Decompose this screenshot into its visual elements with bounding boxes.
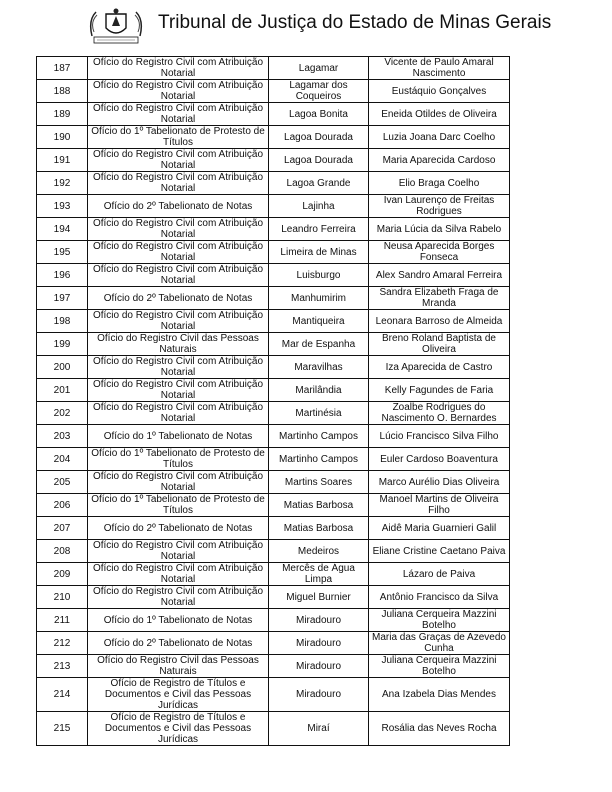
row-number-cell: 210 [37,586,88,609]
office-type-cell: Ofício do Registro Civil com Atribuição Notarial [88,356,269,379]
holder-name-cell: Leonara Barroso de Almeida [369,310,510,333]
office-type-cell: Ofício do 1º Tabelionato de Notas [88,425,269,448]
table-row [37,563,510,586]
holder-name-cell: Juliana Cerqueira Mazzini Botelho [369,609,510,632]
municipality-cell: Marilândia [269,379,369,402]
row-number-cell: 187 [37,57,88,80]
holder-name-cell: Neusa Aparecida Borges Fonseca [369,241,510,264]
holder-name-cell: Lázaro de Paiva [369,563,510,586]
office-type-cell: Ofício do Registro Civil com Atribuição Notarial [88,241,269,264]
municipality-cell: Maravilhas [269,356,369,379]
table-row [37,287,510,310]
table-row [37,172,510,195]
municipality-cell: Mercês de Água Limpa [269,563,369,586]
table-row [37,494,510,517]
holder-name-cell: Sandra Elizabeth Fraga de Mranda [369,287,510,310]
municipality-cell: Matias Barbosa [269,494,369,517]
office-type-cell: Ofício do Registro Civil com Atribuição Notarial [88,172,269,195]
municipality-cell: Martinésia [269,402,369,425]
office-type-cell: Ofício de Registro de Títulos e Documentos e Civil das Pessoas Jurídicas [88,712,269,746]
office-type-cell: Ofício do Registro Civil com Atribuição Notarial [88,586,269,609]
table-row [37,333,510,356]
row-number-cell: 213 [37,655,88,678]
row-number-cell: 203 [37,425,88,448]
office-type-cell: Ofício do 1º Tabelionato de Protesto de Títulos [88,494,269,517]
row-number-cell: 208 [37,540,88,563]
table-row [37,586,510,609]
office-type-cell: Ofício do 2º Tabelionato de Notas [88,517,269,540]
holder-name-cell: Aidê Maria Guarnieri Galil [369,517,510,540]
row-number-cell: 206 [37,494,88,517]
holder-name-cell: Rosália das Neves Rocha [369,712,510,746]
municipality-cell: Matias Barbosa [269,517,369,540]
row-number-cell: 196 [37,264,88,287]
holder-name-cell: Zoalbe Rodrigues do Nascimento O. Bernardes [369,402,510,425]
municipality-cell: Medeiros [269,540,369,563]
municipality-cell: Miguel Burnier [269,586,369,609]
office-type-cell: Ofício do Registro Civil com Atribuição Notarial [88,540,269,563]
municipality-cell: Limeira de Minas [269,241,369,264]
municipality-cell: Lagamar dos Coqueiros [269,80,369,103]
table-row [37,356,510,379]
table-row [37,540,510,563]
row-number-cell: 209 [37,563,88,586]
cartorios-table [36,56,510,746]
table-row [37,80,510,103]
municipality-cell: Miraí [269,712,369,746]
office-type-cell: Ofício do Registro Civil com Atribuição Notarial [88,80,269,103]
municipality-cell: Lagamar [269,57,369,80]
municipality-cell: Lagoa Grande [269,172,369,195]
office-type-cell: Ofício do Registro Civil com Atribuição Notarial [88,379,269,402]
holder-name-cell: Juliana Cerqueira Mazzini Botelho [369,655,510,678]
coat-of-arms-seal [86,6,146,46]
office-type-cell: Ofício do Registro Civil com Atribuição Notarial [88,103,269,126]
municipality-cell: Mantiqueira [269,310,369,333]
municipality-cell: Miradouro [269,632,369,655]
municipality-cell: Leandro Ferreira [269,218,369,241]
holder-name-cell: Elio Braga Coelho [369,172,510,195]
office-type-cell: Ofício do Registro Civil com Atribuição Notarial [88,563,269,586]
table-row [37,632,510,655]
municipality-cell: Miradouro [269,609,369,632]
office-type-cell: Ofício do 2º Tabelionato de Notas [88,287,269,310]
office-type-cell: Ofício do Registro Civil com Atribuição Notarial [88,57,269,80]
office-type-cell: Ofício do 2º Tabelionato de Notas [88,195,269,218]
municipality-cell: Lajinha [269,195,369,218]
row-number-cell: 207 [37,517,88,540]
municipality-cell: Miradouro [269,655,369,678]
office-type-cell: Ofício do Registro Civil com Atribuição Notarial [88,264,269,287]
office-type-cell: Ofício do 2º Tabelionato de Notas [88,632,269,655]
holder-name-cell: Eliane Cristine Caetano Paiva [369,540,510,563]
page-title: Tribunal de Justiça do Estado de Minas Gerais [158,12,552,33]
holder-name-cell: Eustáquio Gonçalves [369,80,510,103]
table-row [37,425,510,448]
holder-name-cell: Manoel Martins de Oliveira Filho [369,494,510,517]
row-number-cell: 199 [37,333,88,356]
row-number-cell: 211 [37,609,88,632]
table-row [37,471,510,494]
holder-name-cell: Eneida Otildes de Oliveira [369,103,510,126]
office-type-cell: Ofício do 1º Tabelionato de Notas [88,609,269,632]
row-number-cell: 191 [37,149,88,172]
office-type-cell: Ofício do 1º Tabelionato de Protesto de Títulos [88,448,269,471]
office-type-cell: Ofício do Registro Civil com Atribuição Notarial [88,218,269,241]
row-number-cell: 214 [37,678,88,712]
table-row [37,126,510,149]
holder-name-cell: Euler Cardoso Boaventura [369,448,510,471]
office-type-cell: Ofício do Registro Civil das Pessoas Naturais [88,655,269,678]
holder-name-cell: Breno Roland Baptista de Oliveira [369,333,510,356]
table-row [37,402,510,425]
page-header [86,6,586,46]
municipality-cell: Lagoa Dourada [269,149,369,172]
holder-name-cell: Marco Aurélio Dias Oliveira [369,471,510,494]
holder-name-cell: Alex Sandro Amaral Ferreira [369,264,510,287]
table-row [37,57,510,80]
table-row [37,310,510,333]
municipality-cell: Lagoa Dourada [269,126,369,149]
holder-name-cell: Maria Aparecida Cardoso [369,149,510,172]
table-row [37,379,510,402]
row-number-cell: 194 [37,218,88,241]
row-number-cell: 197 [37,287,88,310]
holder-name-cell: Ivan Laurenço de Freitas Rodrigues [369,195,510,218]
holder-name-cell: Iza Aparecida de Castro [369,356,510,379]
office-type-cell: Ofício de Registro de Títulos e Documentos e Civil das Pessoas Jurídicas [88,678,269,712]
office-type-cell: Ofício do 1º Tabelionato de Protesto de Títulos [88,126,269,149]
row-number-cell: 193 [37,195,88,218]
municipality-cell: Mar de Espanha [269,333,369,356]
table-row [37,609,510,632]
row-number-cell: 195 [37,241,88,264]
table-row [37,264,510,287]
row-number-cell: 205 [37,471,88,494]
row-number-cell: 198 [37,310,88,333]
row-number-cell: 188 [37,80,88,103]
municipality-cell: Luisburgo [269,264,369,287]
municipality-cell: Martinho Campos [269,425,369,448]
municipality-cell: Lagoa Bonita [269,103,369,126]
municipality-cell: Martinho Campos [269,448,369,471]
row-number-cell: 192 [37,172,88,195]
table-row [37,195,510,218]
row-number-cell: 204 [37,448,88,471]
table-row [37,655,510,678]
holder-name-cell: Luzia Joana Darc Coelho [369,126,510,149]
table-row [37,241,510,264]
row-number-cell: 202 [37,402,88,425]
holder-name-cell: Maria Lúcia da Silva Rabelo [369,218,510,241]
table-row [37,149,510,172]
table-row [37,103,510,126]
table-row [37,712,510,746]
holder-name-cell: Vicente de Paulo Amaral Nascimento [369,57,510,80]
holder-name-cell: Ana Izabela Dias Mendes [369,678,510,712]
row-number-cell: 190 [37,126,88,149]
office-type-cell: Ofício do Registro Civil com Atribuição Notarial [88,402,269,425]
holder-name-cell: Lúcio Francisco Silva Filho [369,425,510,448]
municipality-cell: Miradouro [269,678,369,712]
table-body [37,57,510,746]
office-type-cell: Ofício do Registro Civil com Atribuição Notarial [88,149,269,172]
office-type-cell: Ofício do Registro Civil com Atribuição Notarial [88,310,269,333]
municipality-cell: Martins Soares [269,471,369,494]
table-row [37,218,510,241]
row-number-cell: 200 [37,356,88,379]
table-row [37,517,510,540]
table-row [37,448,510,471]
office-type-cell: Ofício do Registro Civil com Atribuição Notarial [88,471,269,494]
table-row [37,678,510,712]
holder-name-cell: Kelly Fagundes de Faria [369,379,510,402]
row-number-cell: 215 [37,712,88,746]
holder-name-cell: Antônio Francisco da Silva [369,586,510,609]
row-number-cell: 212 [37,632,88,655]
row-number-cell: 201 [37,379,88,402]
municipality-cell: Manhumirim [269,287,369,310]
row-number-cell: 189 [37,103,88,126]
holder-name-cell: Maria das Graças de Azevedo Cunha [369,632,510,655]
office-type-cell: Ofício do Registro Civil das Pessoas Naturais [88,333,269,356]
